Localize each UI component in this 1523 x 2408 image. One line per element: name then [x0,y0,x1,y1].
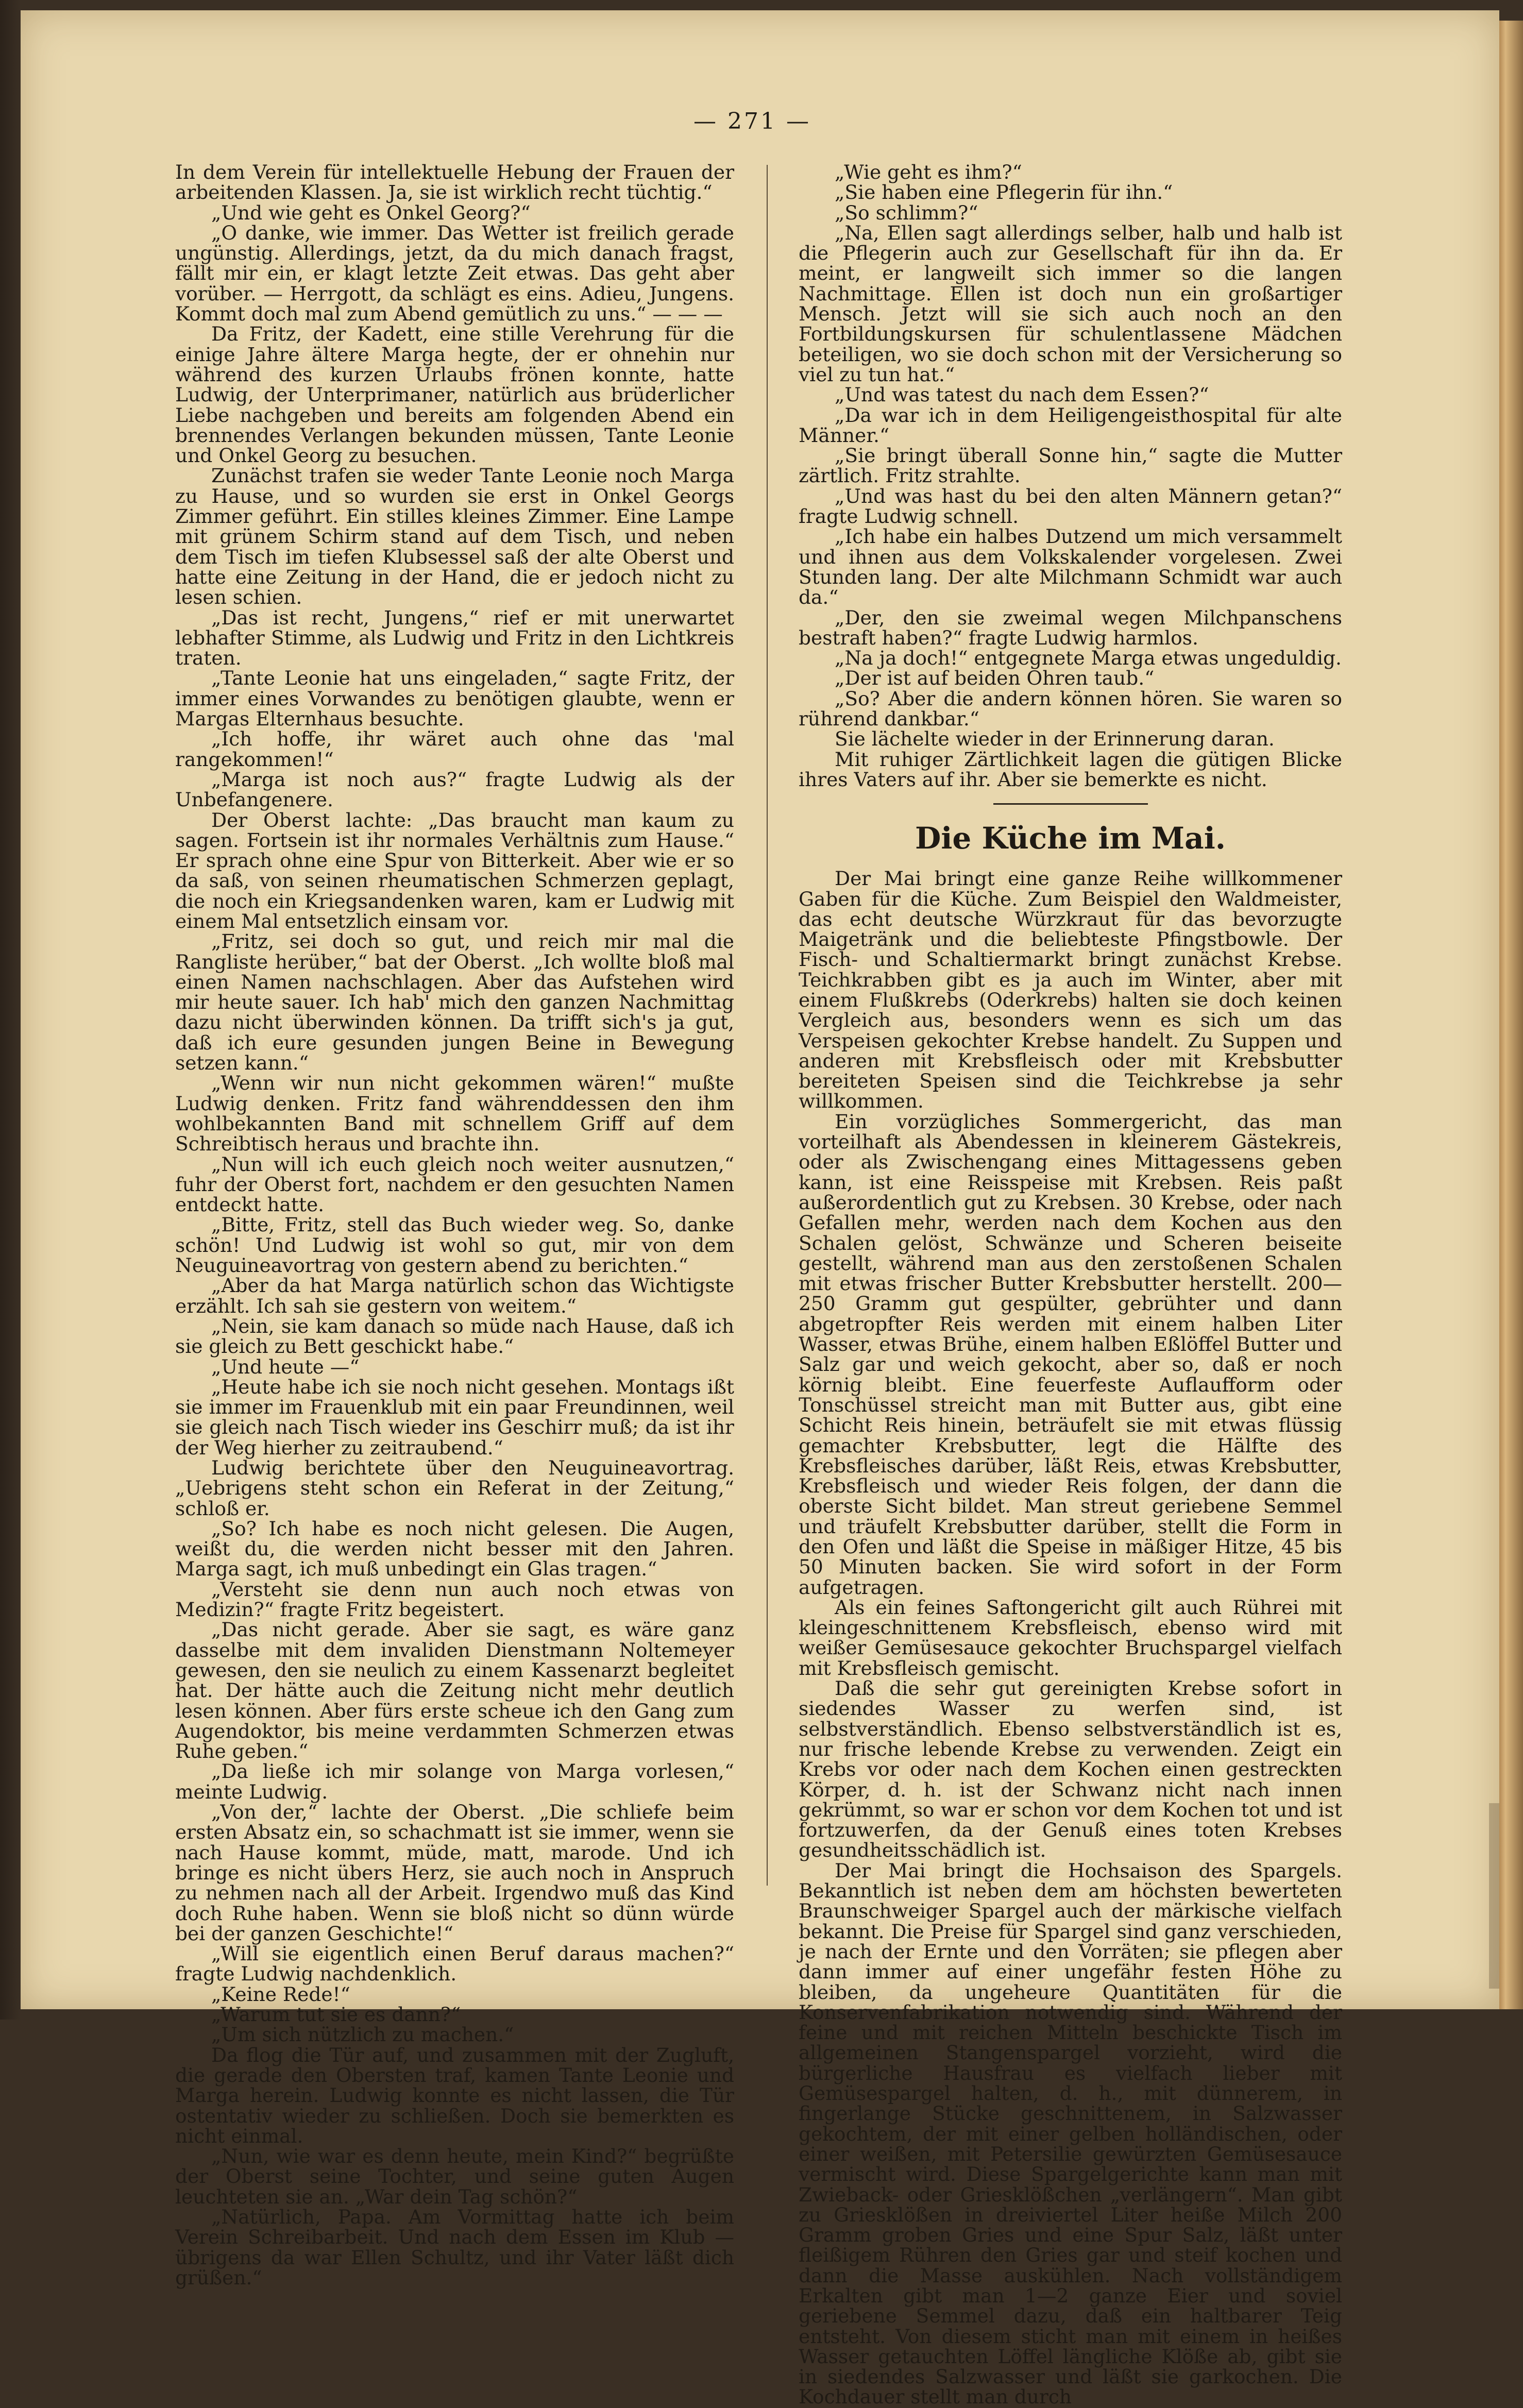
paragraph: Ludwig berichtete über den Neuguineavortrag. „Uebrigens steht schon ein Referat in der Zeitung,“ schloß er. [175,1456,734,1520]
paragraph: „Der, den sie zweimal wegen Milchpanschens bestraft haben?“ fragte Ludwig harmlos. [799,606,1342,649]
paragraph: „Tante Leonie hat uns eingeladen,“ sagte Fritz, der immer eines Vorwandes zu benötigen glaubte, wenn er Margas Elternhaus besuchte. [175,667,734,731]
paragraph: „Um sich nützlich zu machen.“ [211,2023,514,2046]
paragraph: „Und was tatest du nach dem Essen?“ [835,383,1209,406]
paragraph: „Von der,“ lachte der Oberst. „Die schliefe beim ersten Absatz ein, so schachmatt ist sie immer, wenn sie nach Hause kommt, müde, matt, marode. Und ich bringe es nicht übers Herz, sie auch noch in Anspruch zu nehmen nach all der Arbeit. Irgendwo muß das Kind doch Ruhe haben. Wenn sie bloß nicht so dünn würde bei der ganzen Geschichte!“ [175,1801,734,1945]
paragraph: „Aber da hat Marga natürlich schon das Wichtigste erzählt. Ich sah sie gestern von weitem.“ [175,1274,734,1317]
paragraph: „Warum tut sie es dann?“ [211,2003,461,2026]
paragraph: Mit ruhiger Zärtlichkeit lagen die gütigen Blicke ihres Vaters auf ihr. Aber sie bemerkte es nicht. [799,748,1342,791]
paragraph: „Da war ich in dem Heiligengeisthospital für alte Männer.“ [799,403,1342,447]
paragraph: „Da ließe ich mir solange von Marga vorlesen,“ meinte Ludwig. [175,1760,734,1803]
binding-shadow [1489,1803,1499,1989]
article-heading: Die Küche im Mai. [915,821,1226,856]
paragraph: „Fritz, sei doch so gut, und reich mir mal die Rangliste herüber,“ bat der Oberst. „Ich wollte bloß mal einen Namen nachschlagen. Aber das Aufstehen wird mir heute sauer. Ich hab' mich den ganzen Nachmittag dazu nicht überwinden können. Da trifft sich's ja gut, daß ich eure gesunden jungen Beine in Bewegung setzen kann.“ [175,930,734,1075]
article-paragraph: Daß die sehr gut gereinigten Krebse sofort in siedendes Wasser zu werfen sind, ist selbstverständlich. Ebenso selbstverständlich ist es, nur frische lebende Krebse zu verwenden. Zeigt ein Krebs vor oder nach dem Kochen einen gestreckten Körper, d. h. ist der Schwanz nicht nach innen gekrümmt, so war er schon vor dem Kochen tot und ist fortzuwerfen, da der Genuß eines toten Krebses gesundheitsschädlich ist. [799,1677,1342,1862]
paragraph: Da flog die Tür auf, und zusammen mit der Zugluft, die gerade den Obersten traf, kamen Tante Leonie und Marga herein. Ludwig konnte es nicht lassen, die Tür ostentativ wieder zu schließen. Doch sie bemerkten es nicht einmal. [175,2043,734,2147]
paragraph: „Will sie eigentlich einen Beruf daraus machen?“ fragte Ludwig nachdenklich. [175,1942,734,1986]
paragraph: „Bitte, Fritz, stell das Buch wieder weg. So, danke schön! Und Ludwig ist wohl so gut, mir von dem Neuguineavortrag von gestern abend zu berichten.“ [175,1213,734,1277]
paragraph: „Und heute —“ [211,1355,360,1378]
article-paragraph: Der Mai bringt eine ganze Reihe willkommener Gaben für die Küche. Zum Beispiel den Waldmeister, das echt deutsche Würzkraut für das bevorzugte Maigetränk und die beliebteste Pfingstbowle. Der Fisch- und Schaltiermarkt bringt zunächst Krebse. Teichkrabben gibt es ja auch im Winter, aber mit einem Flußkrebs (Oderkrebs) halten sie doch keinen Vergleich aus, besonders wenn es sich um das Verspeisen gekochter Krebse handelt. Zu Suppen und anderen mit Krebsfleisch oder mit Krebsbutter bereiteten Speisen sind die Teichkrebse ja sehr willkommen. [799,867,1342,1113]
paragraph: „Ich hoffe, ihr wäret auch ohne das 'mal rangekommen!“ [175,727,734,771]
paragraph: „Heute habe ich sie noch nicht gesehen. Montags ißt sie immer im Frauenklub mit ein paar Freundinnen, weil sie gleich nach Tisch wieder ins Geschirr muß; da ist ihr der Weg hierher zu zeitraubend.“ [175,1375,734,1459]
paragraph: „So schlimm?“ [835,201,978,224]
page-edge [1499,21,1523,2009]
paragraph: „Nun will ich euch gleich noch weiter ausnutzen,“ fuhr der Oberst fort, nachdem er den gesuchten Namen entdeckt hatte. [175,1152,734,1216]
paragraph: „Sie haben eine Pflegerin für ihn.“ [835,181,1173,204]
article-paragraph: Ein vorzügliches Sommergericht, das man vorteilhaft als Abendessen in kleinerem Gästekreis, oder als Zwischengang eines Mittagessens geben kann, ist eine Reisspeise mit Krebsen. Reis paßt außerordentlich gut zu Krebsen. 30 Krebse, oder nach Gefallen mehr, werden nach dem Kochen aus den Schalen gelöst, Schwänze und Scheren beiseite gestellt, während man aus den zerstoßenen Schalen mit etwas frischer Butter Krebsbutter herstellt. 200—250 Gramm gut gespülter, gebrühter und dann abgetropfter Reis werden mit einem halben Liter Wasser, etwas Brühe, einem halben Eßlöffel Butter und Salz gar und weich gekocht, aber so, daß er noch körnig bleibt. Eine feuerfeste Auflaufform oder Tonschüssel streicht man mit Butter aus, gibt eine Schicht Reis hinein, beträufelt sie mit etwas flüssig gemachter Krebsbutter, legt die Hälfte des Krebsfleisches darüber, läßt Reis, etwas Krebsbutter, Krebsfleisch und wieder Reis folgen, der dann die oberste Sicht bildet. Man streut geriebene Semmel und träufelt Krebsbutter darüber, stellt die Form in den Ofen und läßt die Speise in mäßiger Hitze, 45 bis 50 Minuten backen. Sie wird sofort in der Form aufgetragen. [799,1110,1342,1599]
paragraph: „Sie bringt überall Sonne hin,“ sagte die Mutter zärtlich. Fritz strahlte. [799,444,1342,487]
paragraph: „Natürlich, Papa. Am Vormittag hatte ich beim Verein Schreibarbeit. Und nach dem Essen im Klub — übrigens da war Ellen Schultz, und ihr Vater läßt dich grüßen.“ [175,2205,734,2289]
paragraph: „Und was hast du bei den alten Männern getan?“ fragte Ludwig schnell. [799,484,1342,528]
paragraph: „Marga ist noch aus?“ fragte Ludwig als der Unbefangenere. [175,768,734,811]
paragraph: „Na, Ellen sagt allerdings selber, halb und halb ist die Pflegerin auch zur Gesellschaft für ihn da. Er meint, er langweilt sich immer so die langen Nachmittage. Ellen ist doch nun ein großartiger Mensch. Jetzt will sie sich auch noch an den Fortbildungskursen für schulentlassene Mädchen beteiligen, wo sie doch schon mit der Versicherung so viel zu tun hat.“ [799,221,1342,386]
paragraph: „Keine Rede!“ [211,1982,350,2006]
paragraph: „Das ist recht, Jungens,“ rief er mit unerwartet lebhafter Stimme, als Ludwig und Fritz in den Lichtkreis traten. [175,606,734,670]
article-paragraph: Als ein feines Saftongericht gilt auch Rührei mit kleingeschnittenem Krebsfleisch, ebenso wird mit weißer Gemüsesauce gekochter Bruchspargel vielfach mit Krebsfleisch gemischt. [799,1596,1342,1680]
paragraph: Zunächst trafen sie weder Tante Leonie noch Marga zu Hause, und so wurden sie erst in Onkel Georgs Zimmer geführt. Ein stilles kleines Zimmer. Eine Lampe mit grünem Schirm stand auf dem Tisch, und neben dem Tisch im tiefen Klubsessel saß der alte Oberst und hatte eine Zeitung in der Hand, die er jedoch nicht zu lesen schien. [175,464,734,609]
paragraph: Sie lächelte wieder in der Erinnerung daran. [835,727,1275,751]
paragraph: „Der ist auf beiden Ohren taub.“ [835,667,1155,690]
paragraph: Der Oberst lachte: „Das braucht man kaum zu sagen. Fortsein ist ihr normales Verhältnis zum Hause.“ Er sprach ohne eine Spur von Bitterkeit. Aber wie er so da saß, von seinen rheumatischen Schmerzen geplagt, die noch ein Kriegsandenken waren, kam er Ludwig mit einem Mal entsetzlich einsam vor. [175,808,734,932]
page-number: — 271 — [693,108,811,134]
paragraph: Da Fritz, der Kadett, eine stille Verehrung für die einige Jahre ältere Marga hegte, der er ohnehin nur während des kurzen Urlaubs frönen konnte, hatte Ludwig, der Unterprimaner, natürlich aus brüderlicher Liebe nachgeben und bereits am folgenden Abend ein brennendes Verlangen bekunden müssen, Tante Leonie und Onkel Georg zu besuchen. [175,323,734,467]
paragraph: In dem Verein für intellektuelle Hebung der Frauen der arbeitenden Klassen. Ja, sie ist wirklich recht tüchtig.“ [175,161,734,204]
paragraph: „Wenn wir nun nicht gekommen wären!“ mußte Ludwig denken. Fritz fand währenddessen den ihm wohlbekannten Band mit schnellem Griff auf dem Schreibtisch heraus und brachte ihn. [175,1072,734,1156]
section-divider [993,803,1148,805]
paragraph: „Versteht sie denn nun auch noch etwas von Medizin?“ fragte Fritz begeistert. [175,1578,734,1621]
paragraph: „So? Ich habe es noch nicht gelesen. Die Augen, weißt du, die werden nicht besser mit den Jahren. Marga sagt, ich muß unbedingt ein Glas tragen.“ [175,1517,734,1581]
paragraph: „Das nicht gerade. Aber sie sagt, es wäre ganz dasselbe mit dem invaliden Dienstmann Noltemeyer gewesen, den sie neulich zu einem Kassenarzt begleitet hat. Der hätte auch die Zeitung nicht mehr deutlich lesen können. Aber fürs erste scheue ich den Gang zum Augendoktor, bis meine verdammten Schmerzen etwas Ruhe geben.“ [175,1618,734,1763]
column-divider [767,165,768,1886]
right-column [799,162,1342,2407]
article-paragraph: Der Mai bringt die Hochsaison des Spargels. Bekanntlich ist neben dem am höchsten bewerteten Braunschweiger Spargel auch der märkische vielfach bekannt. Die Preise für Spargel sind ganz verschieden, je nach der Ernte und den Vorräten; sie pflegen aber dann immer auf einer ungefähr festen Höhe zu bleiben, da ungeheure Quantitäten für die Konservenfabrikation notwendig sind. Während der feine und mit reichen Mitteln beschickte Tisch im allgemeinen Stangenspargel vorzieht, wird die bürgerliche Hausfrau es vielfach lieber mit Gemüsespargel halten, d. h., mit dünnerem, in fingerlange Stücke geschnittenem, in Salzwasser gekochtem, der mit einer gelben holländischen, oder einer weißen, mit Petersilie gewürzten Gemüsesauce vermischt wird. Diese Spargelgerichte kann man mit Zwieback- oder Griesklößchen „verlängern“. Man gibt zu Griesklößen in dreiviertel Liter heiße Milch 200 Gramm groben Gries und eine Spur Salz, läßt unter fleißigem Rühren den Gries gar und steif kochen und dann die Masse auskühlen. Nach vollständigem Erkalten gibt man 1—2 ganze Eier und soviel geriebene Semmel dazu, daß ein haltbarer Teig entsteht. Von diesem sticht man mit einem in heißes Wasser getauchten Löffel längliche Klöße ab, gibt sie in siedendes Salzwasser und läßt sie garkochen. Die Kochdauer stellt man durch [799,1859,1342,2408]
paragraph: „O danke, wie immer. Das Wetter ist freilich gerade ungünstig. Allerdings, jetzt, da du mich danach fragst, fällt mir ein, er klagt letzte Zeit etwas. Das geht aber vorüber. — Herrgott, da schlägt es eins. Adieu, Jungens. Kommt doch mal zum Abend gemütlich zu uns.“ — — — [175,221,734,326]
paragraph: „Na ja doch!“ entgegnete Marga etwas ungeduldig. [835,647,1342,670]
left-column [175,162,734,2288]
paragraph: „Und wie geht es Onkel Georg?“ [211,201,531,224]
paragraph: „Nun, wie war es denn heute, mein Kind?“ begrüßte der Oberst seine Tochter, und seine guten Augen leuchteten sie an. „War dein Tag schön?“ [175,2145,734,2208]
paragraph: „Ich habe ein halbes Dutzend um mich versammelt und ihnen aus dem Volkskalender vorgelesen. Zwei Stunden lang. Der alte Milchmann Schmidt war auch da.“ [799,525,1342,609]
paragraph: „Wie geht es ihm?“ [835,161,1022,183]
paragraph: „So? Aber die andern können hören. Sie waren so rührend dankbar.“ [799,687,1342,731]
paragraph: „Nein, sie kam danach so müde nach Hause, daß ich sie gleich zu Bett geschickt habe.“ [175,1314,734,1358]
